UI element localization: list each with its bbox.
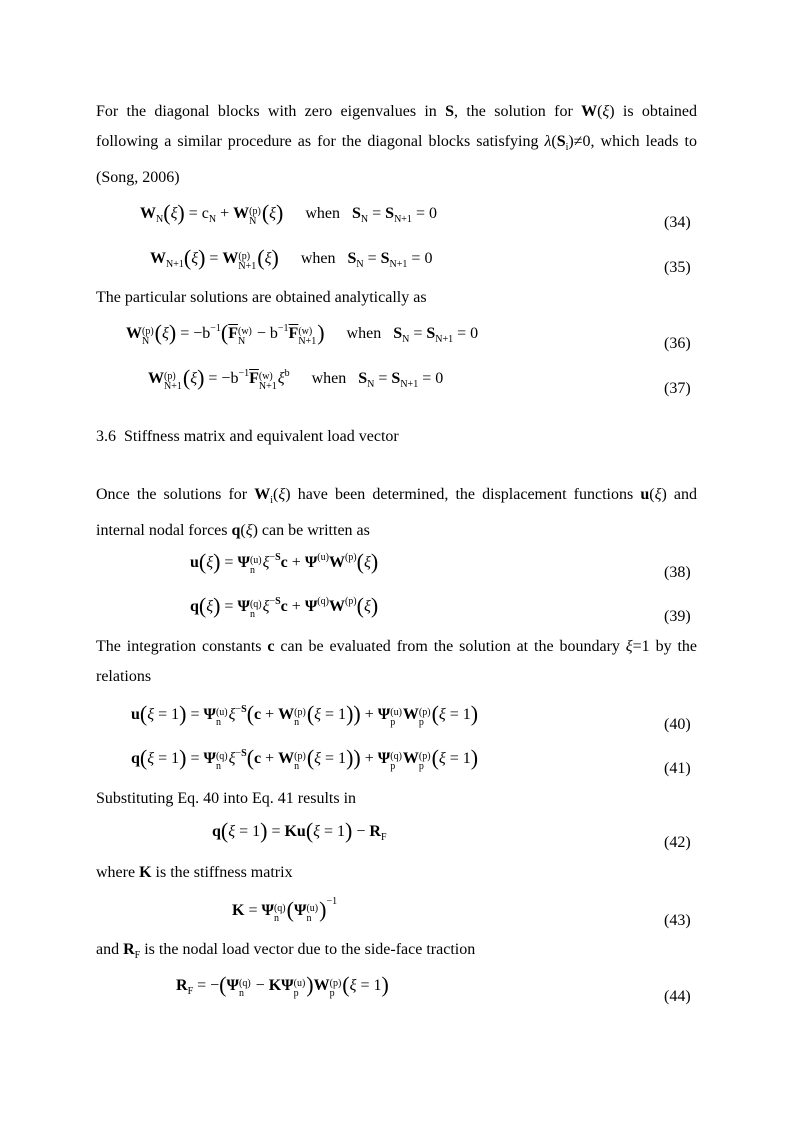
equation-41: q(ξ = 1) = Ψ (q) n $\xi^{-S}(c + W$ (p) n (ξ = 1)) + Ψ (q) p W (p) p (ξ = 1) <box>131 745 479 772</box>
equation-number-39: (39) <box>664 608 691 625</box>
equation-number-43: (43) <box>664 912 691 929</box>
equation-37: W (p) N+1 $(\xi) = -b^{-1}\overline{F}$ (w) N+1 $\xi^b$ when $S_N = S_{N+1} = 0$ <box>148 365 444 392</box>
equation-39: q(ξ) = Ψ (q) n $\xi^{-S}c + \Psi^{(q)}W^{(p)}(\xi)$ <box>190 593 379 620</box>
paragraph-substituting: Substituting Eq. 40 into Eq. 41 results in <box>96 790 357 807</box>
equation-number-42: (42) <box>664 834 691 851</box>
paragraph-solutions <box>96 480 697 546</box>
equation-number-41: (41) <box>664 760 691 777</box>
section-title: Stiffness matrix and equivalent load vector <box>124 428 399 445</box>
section-number: 3.6 <box>96 428 116 445</box>
equation-36: W (p) N $(\xi) = -b^{-1}(\overline{F}$ (w) N − $b^{-1}\overline{F}$ (w) N+1 ) when $S_N = S_{N+1} = 0$ <box>126 320 479 347</box>
equation-40: u(ξ = 1) = Ψ (u) n $\xi^{-S}(c + W$ (p) n (ξ = 1)) + Ψ (u) p W (p) p (ξ = 1) <box>131 701 479 728</box>
equation-number-37: (37) <box>664 380 691 397</box>
equation-number-34: (34) <box>664 214 691 231</box>
equation-34: $W_N(\xi) = c_N + W$ (p) N (ξ) when $S_N = S_{N+1} = 0$ <box>140 200 437 227</box>
equation-number-44: (44) <box>664 988 691 1005</box>
paragraph-stiffness <box>96 864 293 882</box>
paragraph-particular: The particular solutions are obtained analytically as <box>96 289 427 306</box>
p6-text: where K is the stiffness matrix <box>96 864 293 881</box>
equation-number-38: (38) <box>664 564 691 581</box>
equation-43: K = Ψ (q) n (Ψ (u) n )$^{-1}$ <box>232 896 338 924</box>
section-heading <box>96 428 399 446</box>
equation-38: u(ξ) = Ψ (u) n $\xi^{-S}c + \Psi^{(u)}W^{(p)}(\xi)$ <box>190 549 379 576</box>
equation-number-35: (35) <box>664 259 691 276</box>
equation-44: $R_F = -(\Psi$ (q) n − KΨ (u) p )W (p) p (ξ = 1) <box>176 972 389 999</box>
equation-number-40: (40) <box>664 716 691 733</box>
p3-text: Once the solutions for $W_i(\xi)$ have been determined, the displacement functions u(ξ) and internal nodal forces q(ξ) can be written as <box>96 486 697 539</box>
equation-number-36: (36) <box>664 335 691 352</box>
p7-text: and $R_F$ is the nodal load vector due to the side-face traction <box>96 941 476 961</box>
equation-35: $W_{N+1}(\xi) = W$ (p) N+1 (ξ) when $S_N = S_{N+1} = 0$ <box>150 245 433 272</box>
equation-42: $q(\xi = 1) = Ku(\xi = 1) - R_F$ <box>212 818 387 843</box>
p4-text: The integration constants c can be evaluated from the solution at the boundary ξ=1 by the relations <box>96 638 698 685</box>
paragraph-constants <box>96 632 697 692</box>
p1-text: For the diagonal blocks with zero eigenvalues in S, the solution for W(ξ) is obtained following a similar procedure as for the diagonal blocks satisfying $\lambda(S_i)\ne 0$, which leads to (Song, 2006) <box>96 103 698 186</box>
paragraph-intro <box>96 97 697 193</box>
paragraph-load-vector <box>96 941 475 961</box>
